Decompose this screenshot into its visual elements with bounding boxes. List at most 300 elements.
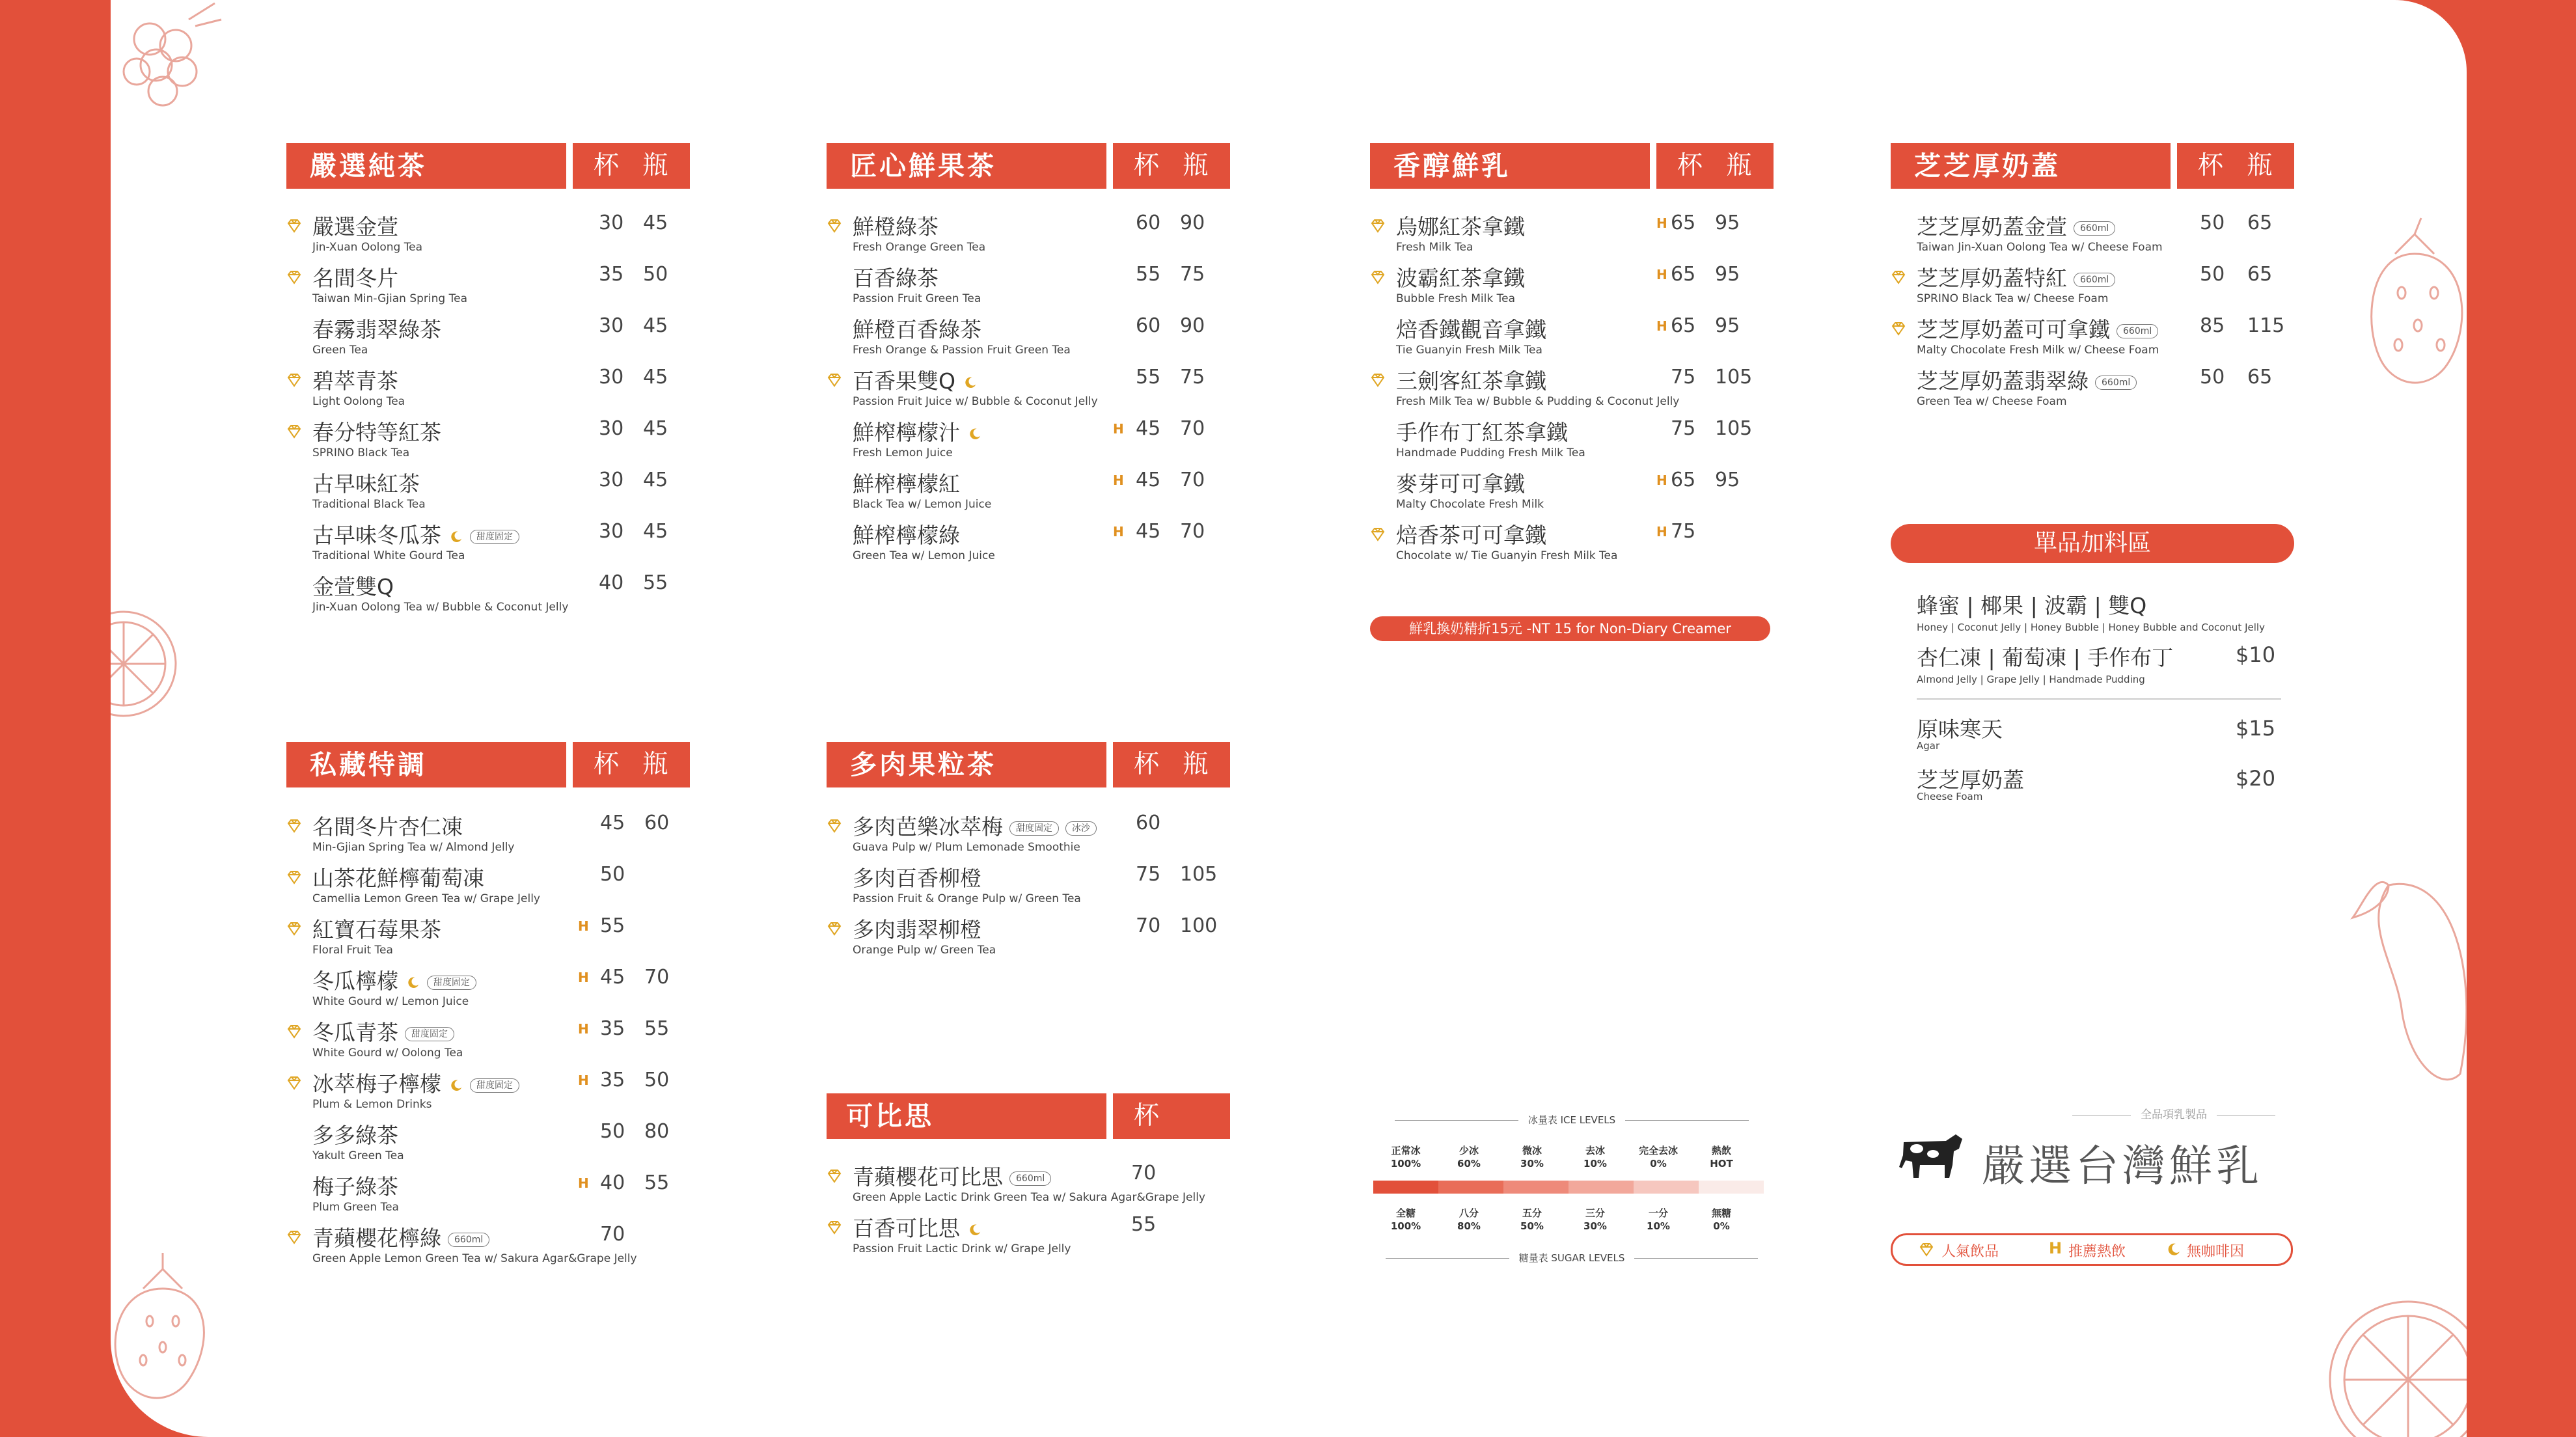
item-english-name: Min-Gjian Spring Tea w/ Almond Jelly: [312, 841, 515, 854]
item-name: 青蘋櫻花檸綠 660ml: [312, 1222, 489, 1252]
item-name: 嚴選金萱: [312, 214, 398, 240]
moon-icon: [449, 530, 463, 544]
diamond-icon: [1370, 372, 1386, 388]
item-english-name: Chocolate w/ Tie Guanyin Fresh Milk Tea: [1396, 549, 1618, 562]
legend-popular: 人氣飲品: [1941, 1244, 1999, 1260]
price-bottle: 45: [643, 212, 668, 234]
price-bottle: 50: [644, 1069, 670, 1091]
item-english-name: Yakult Green Tea: [312, 1149, 404, 1162]
mango-outline-icon: [2350, 846, 2467, 1106]
price-cup: 70: [600, 1223, 625, 1246]
item-english-name: Passion Fruit Green Tea: [853, 292, 981, 305]
diamond-icon: [827, 1220, 842, 1235]
section-columns: 杯: [1113, 1093, 1230, 1139]
item-name: 芝芝厚奶蓋特紅 660ml: [1917, 262, 2115, 292]
section-fresh-milk: [1370, 143, 1774, 636]
sugar-level: 三分 30%: [1583, 1207, 1607, 1232]
item-name: 多多綠茶: [312, 1123, 398, 1148]
sugar-level: 無糖 0%: [1711, 1207, 1731, 1232]
strawberry-outline-icon: [2350, 215, 2467, 410]
item-tag: 甜度固定: [1009, 821, 1059, 836]
item-english-name: White Gourd w/ Oolong Tea: [312, 1047, 463, 1060]
price-bottle: 70: [1180, 520, 1205, 543]
item-name: 冰萃梅子檸檬 甜度固定: [312, 1067, 519, 1098]
lemon-slice-outline-icon: [2317, 1289, 2467, 1437]
levels-chart: [1373, 1106, 1770, 1276]
price-cup: 45: [1136, 417, 1161, 440]
ice-level: 完全去冰 0%: [1638, 1145, 1678, 1170]
item-name: 梅子綠茶: [312, 1174, 398, 1199]
ice-levels-row: [1373, 1144, 1770, 1171]
item-name: 名間冬片: [312, 266, 398, 291]
item-english-name: Fresh Orange & Passion Fruit Green Tea: [853, 344, 1071, 357]
addons-title: 單品加料區: [1891, 524, 2294, 563]
addon-row3-name: 原味寒天: [1917, 717, 2003, 742]
section-title: 可比思: [827, 1093, 1106, 1139]
ice-level: 正常冰 100%: [1390, 1145, 1421, 1170]
price-cup: 30: [599, 366, 624, 389]
raspberry-outline-icon: [111, 0, 228, 124]
strawberry-outline-icon: [111, 1250, 221, 1419]
item-english-name: Passion Fruit & Orange Pulp w/ Green Tea: [853, 892, 1081, 905]
menu-item: [827, 364, 1230, 416]
diamond-icon: [827, 818, 842, 834]
price-cup: 75: [1671, 366, 1696, 389]
price-bottle: 75: [1180, 263, 1205, 286]
cow-icon: [1894, 1129, 1966, 1181]
diamond-icon: [286, 1075, 302, 1091]
diamond-icon: [1891, 321, 1906, 336]
price-cup: 60: [1136, 314, 1161, 337]
item-tag: 甜度固定: [470, 1078, 519, 1093]
price-bottle: 75: [1180, 366, 1205, 389]
level-swatch: [1503, 1181, 1569, 1194]
item-tag: 甜度固定: [470, 530, 519, 544]
moon-icon: [406, 976, 420, 990]
menu-item: [827, 519, 1230, 570]
sugar-levels-row: [1373, 1207, 1770, 1234]
level-swatch: [1634, 1181, 1699, 1194]
item-english-name: Handmade Pudding Fresh Milk Tea: [1396, 446, 1585, 459]
item-name: 焙香茶可可拿鐵: [1396, 523, 1546, 548]
section-fruit-tea: [827, 143, 1230, 562]
ice-level: 少冰 60%: [1457, 1145, 1481, 1170]
menu-item: [286, 313, 690, 364]
price-cup: 45: [600, 966, 625, 989]
price-bottle: 70: [1180, 417, 1205, 440]
price-cup: 65: [1671, 469, 1696, 491]
item-name: 手作布丁紅茶拿鐵: [1396, 420, 1568, 445]
item-tag: 甜度固定: [405, 1027, 454, 1041]
menu-item: [286, 210, 690, 262]
menu-item: [827, 1212, 1230, 1263]
price-bottle: 90: [1180, 314, 1205, 337]
item-name: 鮮橙百香綠茶: [853, 317, 981, 342]
price-bottle: 80: [644, 1120, 670, 1143]
item-name: 古早味冬瓜茶 甜度固定: [312, 519, 519, 549]
price-bottle: 55: [643, 571, 668, 594]
price-cup: 30: [599, 212, 624, 234]
price-cup: 70: [1136, 914, 1161, 937]
price-bottle: 65: [2247, 366, 2273, 389]
section-title: 多肉果粒茶: [827, 742, 1106, 787]
menu-item: [827, 913, 1230, 965]
item-tag: 甜度固定: [427, 976, 476, 990]
hot-mark-icon: H: [578, 1073, 589, 1088]
item-tag: 660ml: [2074, 221, 2115, 236]
item-name: 百香可比思: [853, 1212, 982, 1242]
price-cup: 75: [1671, 417, 1696, 440]
price-cup: 45: [1136, 520, 1161, 543]
addon-row3-price: $15: [2236, 716, 2276, 741]
price-cup: 55: [1131, 1213, 1157, 1236]
menu-item: [827, 416, 1230, 467]
menu-item: [286, 810, 690, 862]
addon-row1-name: 蜂蜜 | 椰果 | 波霸 | 雙Q: [1917, 593, 2147, 618]
item-tag: 660ml: [2095, 376, 2137, 390]
section-header: [286, 143, 683, 189]
diamond-icon: [1919, 1242, 1934, 1257]
price-cup: 40: [599, 571, 624, 594]
diamond-icon: [286, 218, 302, 234]
hot-mark-icon: H: [1113, 524, 1124, 540]
diamond-icon: [286, 372, 302, 388]
hot-mark-icon: H: [1656, 318, 1667, 334]
menu-item: [286, 1222, 690, 1273]
price-bottle: 45: [643, 520, 668, 543]
hot-mark-icon: H: [578, 1175, 589, 1191]
menu-item: [286, 467, 690, 519]
sugar-level: 五分 50%: [1520, 1207, 1544, 1232]
item-english-name: Bubble Fresh Milk Tea: [1396, 292, 1515, 305]
item-name: 烏娜紅茶拿鐵: [1396, 214, 1525, 240]
item-name: 多肉百香柳橙: [853, 866, 981, 891]
price-cup: 30: [599, 520, 624, 543]
section-calpis: [827, 1093, 1230, 1255]
diamond-icon: [1370, 269, 1386, 285]
item-english-name: Green Apple Lactic Drink Green Tea w/ Sakura Agar&Grape Jelly: [853, 1191, 1205, 1204]
diamond-icon: [827, 1168, 842, 1184]
item-tag: 660ml: [448, 1233, 489, 1247]
hot-mark-icon: H: [1656, 215, 1667, 231]
addon-row2-name: 杏仁凍 | 葡萄凍 | 手作布丁: [1917, 645, 2174, 670]
price-bottle: 90: [1180, 212, 1205, 234]
price-cup: 60: [1136, 212, 1161, 234]
price-cup: 50: [600, 1120, 625, 1143]
section-title: 香醇鮮乳: [1370, 143, 1650, 189]
hot-mark-icon: H: [1656, 267, 1667, 282]
menu-item: [286, 1119, 690, 1170]
menu-item: [286, 416, 690, 467]
menu-item: [286, 519, 690, 570]
price-cup: 45: [1136, 469, 1161, 491]
diamond-icon: [286, 818, 302, 834]
diamond-icon: [286, 921, 302, 937]
ice-level: 熱飲 HOT: [1710, 1145, 1733, 1170]
price-bottle: 55: [644, 1017, 670, 1040]
hot-mark-icon: H: [1113, 421, 1124, 437]
price-cup: 55: [1136, 366, 1161, 389]
menu-item: [827, 262, 1230, 313]
menu-item: [1891, 364, 2294, 416]
section-title: 芝芝厚奶蓋: [1891, 143, 2171, 189]
price-cup: 30: [599, 314, 624, 337]
section-title: 私藏特調: [286, 742, 566, 787]
moon-icon: [2166, 1242, 2182, 1257]
section-title: 嚴選純茶: [286, 143, 566, 189]
item-english-name: Traditional White Gourd Tea: [312, 549, 465, 562]
item-english-name: White Gourd w/ Lemon Juice: [312, 995, 469, 1008]
diamond-icon: [286, 869, 302, 885]
section-columns: 杯 瓶: [1113, 742, 1230, 787]
item-english-name: SPRINO Black Tea w/ Cheese Foam: [1917, 292, 2109, 305]
diamond-icon: [286, 269, 302, 285]
sugar-levels-title: 糖量表 SUGAR LEVELS: [1373, 1251, 1770, 1265]
brand-subtitle: 全品項乳製品: [2044, 1105, 2304, 1121]
creamer-note: 鮮乳換奶精折15元 -NT 15 for Non-Diary Creamer: [1370, 616, 1770, 641]
moon-icon: [968, 427, 982, 441]
price-cup: 75: [1136, 863, 1161, 886]
section-header: [827, 742, 1230, 787]
item-name: 山茶花鮮檸葡萄凍: [312, 866, 484, 891]
section-header: [286, 742, 690, 787]
price-cup: 35: [600, 1017, 625, 1040]
price-cup: 65: [1671, 212, 1696, 234]
item-english-name: Taiwan Jin-Xuan Oolong Tea w/ Cheese Foam: [1917, 241, 2163, 254]
price-bottle: 65: [2247, 212, 2273, 234]
sugar-level: 全糖 100%: [1390, 1207, 1421, 1232]
price-bottle: 45: [643, 314, 668, 337]
price-cup: 70: [1131, 1162, 1157, 1184]
section-columns: 杯 瓶: [573, 742, 690, 787]
addon-row4-en: Cheese Foam: [1917, 791, 1983, 802]
item-english-name: Tie Guanyin Fresh Milk Tea: [1396, 344, 1542, 357]
item-name: 春霧翡翠綠茶: [312, 317, 441, 342]
sugar-level: 八分 80%: [1457, 1207, 1481, 1232]
item-name: 百香果雙Q: [853, 364, 978, 395]
item-name: 紅寶石莓果茶: [312, 917, 441, 942]
item-english-name: Plum & Lemon Drinks: [312, 1098, 432, 1111]
section-header: [827, 1093, 1230, 1139]
item-english-name: Light Oolong Tea: [312, 395, 405, 408]
menu-item: [1370, 210, 1774, 262]
diamond-icon: [1891, 269, 1906, 285]
item-english-name: Black Tea w/ Lemon Juice: [853, 498, 992, 511]
price-cup: 65: [1671, 263, 1696, 286]
menu-item: [1891, 313, 2294, 364]
item-english-name: Jin-Xuan Oolong Tea w/ Bubble & Coconut Jelly: [312, 601, 569, 614]
diamond-icon: [286, 1229, 302, 1245]
moon-icon: [963, 376, 978, 390]
level-swatch: [1438, 1181, 1503, 1194]
menu-item: [286, 262, 690, 313]
price-cup: 75: [1671, 520, 1696, 543]
price-bottle: 70: [644, 966, 670, 989]
menu-item: [286, 1016, 690, 1067]
item-name: 冬瓜青茶 甜度固定: [312, 1016, 454, 1047]
price-bottle: 115: [2247, 314, 2285, 337]
price-bottle: 95: [1715, 263, 1740, 286]
menu-item: [286, 913, 690, 965]
price-bottle: 105: [1715, 366, 1753, 389]
level-swatch: [1373, 1181, 1438, 1194]
item-name: 多肉芭樂冰萃梅 甜度固定 冰沙: [853, 810, 1097, 841]
price-cup: 50: [2200, 212, 2225, 234]
item-name: 鮮榨檸檬汁: [853, 416, 982, 446]
price-bottle: 95: [1715, 469, 1740, 491]
hot-mark-icon: H: [1656, 472, 1667, 488]
section-fruit-pulp: [827, 742, 1230, 957]
item-name: 芝芝厚奶蓋金萱 660ml: [1917, 210, 2115, 241]
price-bottle: 105: [1180, 863, 1218, 886]
price-bottle: 50: [643, 263, 668, 286]
item-english-name: Taiwan Min-Gjian Spring Tea: [312, 292, 467, 305]
item-name: 冬瓜檸檬 甜度固定: [312, 965, 476, 995]
item-name: 碧萃青茶: [312, 368, 398, 394]
price-cup: 60: [1136, 812, 1161, 834]
section-cheese-foam: [1891, 143, 2294, 408]
section-columns: 杯 瓶: [1113, 143, 1230, 189]
section-title: 匠心鮮果茶: [827, 143, 1106, 189]
item-english-name: Green Tea w/ Cheese Foam: [1917, 395, 2067, 408]
brand-main: 嚴選台灣鮮乳: [1982, 1141, 2263, 1191]
item-english-name: Plum Green Tea: [312, 1201, 399, 1214]
section-special: [286, 742, 690, 1265]
level-color-bar: [1373, 1181, 1764, 1194]
diamond-icon: [827, 921, 842, 937]
item-english-name: Guava Pulp w/ Plum Lemonade Smoothie: [853, 841, 1080, 854]
item-english-name: SPRINO Black Tea: [312, 446, 410, 459]
item-english-name: Green Tea: [312, 344, 368, 357]
hot-mark-icon: H: [578, 1021, 589, 1037]
ice-levels-title: 冰量表 ICE LEVELS: [1373, 1113, 1770, 1127]
addons-divider: [1917, 698, 2281, 700]
legend-hot: 推薦熱飲: [2068, 1244, 2126, 1260]
item-name: 鮮榨檸檬綠: [853, 523, 960, 548]
item-name: 三劍客紅茶拿鐵: [1396, 368, 1546, 394]
hot-mark-icon: H: [1113, 472, 1124, 488]
item-tag: 冰沙: [1065, 821, 1097, 836]
menu-item: [1891, 262, 2294, 313]
level-swatch: [1569, 1181, 1634, 1194]
item-name: 多肉翡翠柳橙: [853, 917, 981, 942]
sugar-level: 一分 10%: [1647, 1207, 1670, 1232]
price-bottle: 55: [644, 1171, 670, 1194]
item-name: 青蘋櫻花可比思 660ml: [853, 1160, 1051, 1191]
item-english-name: Floral Fruit Tea: [312, 944, 393, 957]
price-cup: 50: [600, 863, 625, 886]
hot-mark-icon: H: [578, 918, 589, 934]
menu-item: [286, 1170, 690, 1222]
section-header: [1891, 143, 2294, 189]
section-columns: 杯 瓶: [1656, 143, 1774, 189]
item-english-name: Fresh Orange Green Tea: [853, 241, 986, 254]
menu-item: [1891, 210, 2294, 262]
hot-mark-icon: H: [2049, 1239, 2062, 1257]
diamond-icon: [827, 372, 842, 388]
price-bottle: 100: [1180, 914, 1218, 937]
menu-item: [286, 1067, 690, 1119]
item-english-name: Green Tea w/ Lemon Juice: [853, 549, 995, 562]
item-name: 金萱雙Q: [312, 574, 394, 599]
menu-item: [827, 210, 1230, 262]
price-bottle: 70: [1180, 469, 1205, 491]
item-english-name: Passion Fruit Lactic Drink w/ Grape Jelly: [853, 1242, 1071, 1255]
menu-item: [827, 810, 1230, 862]
item-tag: 660ml: [2074, 273, 2115, 287]
addon-row4-price: $20: [2236, 766, 2276, 791]
item-english-name: Green Apple Lemon Green Tea w/ Sakura Agar&Grape Jelly: [312, 1252, 637, 1265]
item-name: 古早味紅茶: [312, 471, 420, 497]
menu-item: [1370, 416, 1774, 467]
menu-item: [286, 570, 690, 622]
addon-row3-en: Agar: [1917, 740, 1940, 752]
price-bottle: 45: [643, 469, 668, 491]
item-english-name: Malty Chocolate Fresh Milk w/ Cheese Foam: [1917, 344, 2159, 357]
level-swatch: [1699, 1181, 1764, 1194]
item-name: 焙香鐵觀音拿鐵: [1396, 317, 1546, 342]
diamond-icon: [1370, 527, 1386, 542]
price-cup: 30: [599, 469, 624, 491]
price-cup: 30: [599, 417, 624, 440]
section-header: [1370, 143, 1774, 189]
section-addons: [1891, 524, 2294, 810]
hot-mark-icon: H: [578, 970, 589, 985]
price-cup: 40: [600, 1171, 625, 1194]
price-cup: 55: [1136, 263, 1161, 286]
item-english-name: Jin-Xuan Oolong Tea: [312, 241, 423, 254]
ice-level: 去冰 10%: [1583, 1145, 1607, 1170]
item-english-name: Fresh Milk Tea w/ Bubble & Pudding & Coconut Jelly: [1396, 395, 1680, 408]
addon-row1-en: Honey | Coconut Jelly | Honey Bubble | Honey Bubble and Coconut Jelly: [1917, 622, 2265, 633]
diamond-icon: [1370, 218, 1386, 234]
price-bottle: 45: [643, 417, 668, 440]
item-english-name: Fresh Lemon Juice: [853, 446, 953, 459]
moon-icon: [449, 1078, 463, 1093]
menu-item: [827, 313, 1230, 364]
item-english-name: Passion Fruit Juice w/ Bubble & Coconut Jelly: [853, 395, 1098, 408]
brand-block: [1894, 1100, 2297, 1191]
menu-item: [1370, 262, 1774, 313]
item-english-name: Camellia Lemon Green Tea w/ Grape Jelly: [312, 892, 540, 905]
menu-item: [1370, 467, 1774, 519]
item-name: 春分特等紅茶: [312, 420, 441, 445]
item-name: 百香綠茶: [853, 266, 939, 291]
menu-item: [286, 364, 690, 416]
price-cup: 35: [600, 1069, 625, 1091]
menu-item: [1370, 519, 1774, 570]
section-pure-tea: [286, 143, 683, 614]
price-cup: 50: [2200, 366, 2225, 389]
item-name: 波霸紅茶拿鐵: [1396, 266, 1525, 291]
item-name: 鮮橙綠茶: [853, 214, 939, 240]
menu-item: [286, 965, 690, 1016]
price-bottle: 65: [2247, 263, 2273, 286]
price-bottle: 45: [643, 366, 668, 389]
menu-item: [827, 467, 1230, 519]
item-name: 鮮榨檸檬紅: [853, 471, 960, 497]
price-cup: 35: [599, 263, 624, 286]
ice-level: 微冰 30%: [1520, 1145, 1544, 1170]
legend-nocaf: 無咖啡因: [2187, 1244, 2245, 1260]
diamond-icon: [827, 218, 842, 234]
price-cup: 45: [600, 812, 625, 834]
item-english-name: Orange Pulp w/ Green Tea: [853, 944, 996, 957]
item-english-name: Fresh Milk Tea: [1396, 241, 1473, 254]
menu-item: [827, 862, 1230, 913]
section-columns: 杯 瓶: [573, 143, 690, 189]
hot-mark-icon: H: [1656, 524, 1667, 540]
